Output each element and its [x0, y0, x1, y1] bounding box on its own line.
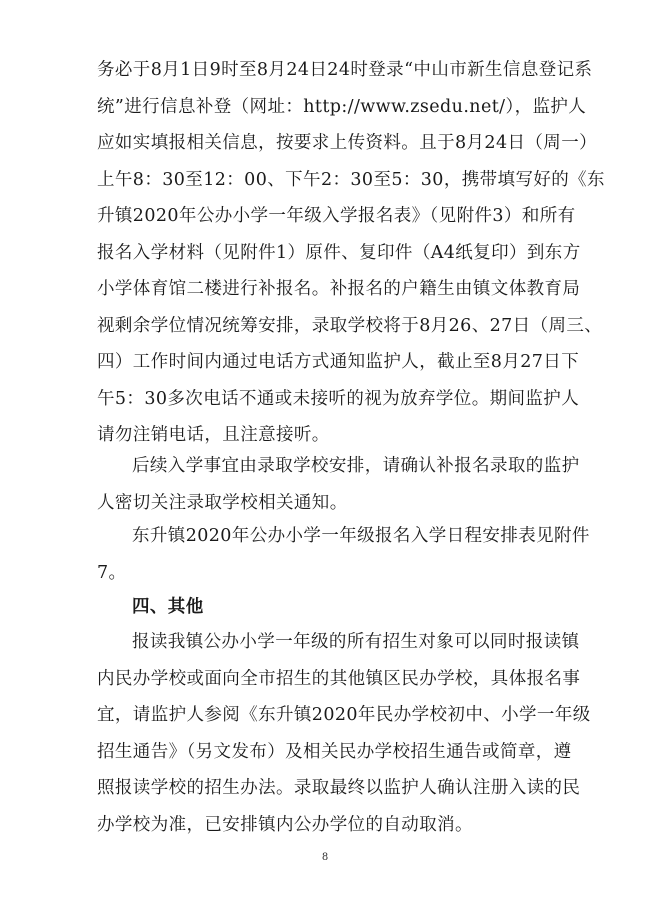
- text-line: 宜，请监护人参阅《东升镇2020年民办学校初中、小学一年级: [97, 705, 591, 725]
- text-line: 人密切关注录取学校相关通知。: [97, 492, 348, 513]
- text-line: 务必于8月1日9时至8月24日24时登录“中山市新生信息登记系: [97, 60, 593, 80]
- text-line: 东升镇2020年公办小学一年级报名入学日程安排表见附件: [132, 526, 590, 546]
- text-line: 请勿注销电话，且注意接听。: [97, 425, 330, 445]
- paragraph-schedule-reference: [97, 518, 590, 591]
- text-line: 应如实填报相关信息，按要求上传资料。且于8月24日（周一）: [97, 133, 597, 153]
- text-line: 视剩余学位情况统筹安排，录取学校将于8月26、27日（周三、: [97, 315, 603, 336]
- text-line: 小学体育馆二楼进行补报名。补报名的户籍生由镇文体教育局: [97, 279, 581, 299]
- text-line: 升镇2020年公办小学一年级入学报名表》（见附件3）和所有: [97, 206, 576, 226]
- text-line: 报读我镇公办小学一年级的所有招生对象可以同时报读镇: [132, 632, 580, 652]
- text-line: 办学校为准，已安排镇内公办学位的自动取消。: [97, 814, 473, 835]
- section-heading-text: 四、其他: [132, 597, 204, 617]
- page-number: 8: [321, 852, 329, 863]
- paragraph-other: [97, 624, 591, 843]
- section-heading: [97, 589, 557, 626]
- text-line: 内民办学校或面向全市招生的其他镇区民办学校，具体报名事: [97, 668, 581, 689]
- text-line: 招生通告》（另文发布）及相关民办学校招生通告或简章，遵: [97, 741, 572, 762]
- text-line: 后续入学事宜由录取学校安排，请确认补报名录取的监护: [132, 456, 580, 476]
- text-line: 7。: [97, 562, 127, 583]
- text-line: 上午8：30至12：00、下午2：30至5：30，携带填写好的《东: [97, 169, 605, 190]
- text-line: 统”进行信息补登（网址：http://www.zsedu.net/），监护人: [97, 96, 587, 117]
- text-line: 报名入学材料（见附件1）原件、复印件（A4纸复印）到东方: [97, 242, 581, 263]
- paragraph-supplementary-registration: [97, 52, 605, 454]
- paragraph-follow-up: [97, 448, 580, 521]
- text-line: 四）工作时间内通过电话方式通知监护人，截止至8月27日下: [97, 352, 580, 372]
- text-line: 照报读学校的招生办法。录取最终以监护人确认注册入读的民: [97, 778, 581, 798]
- text-line: 午5：30多次电话不通或未接听的视为放弃学位。期间监护人: [97, 388, 580, 409]
